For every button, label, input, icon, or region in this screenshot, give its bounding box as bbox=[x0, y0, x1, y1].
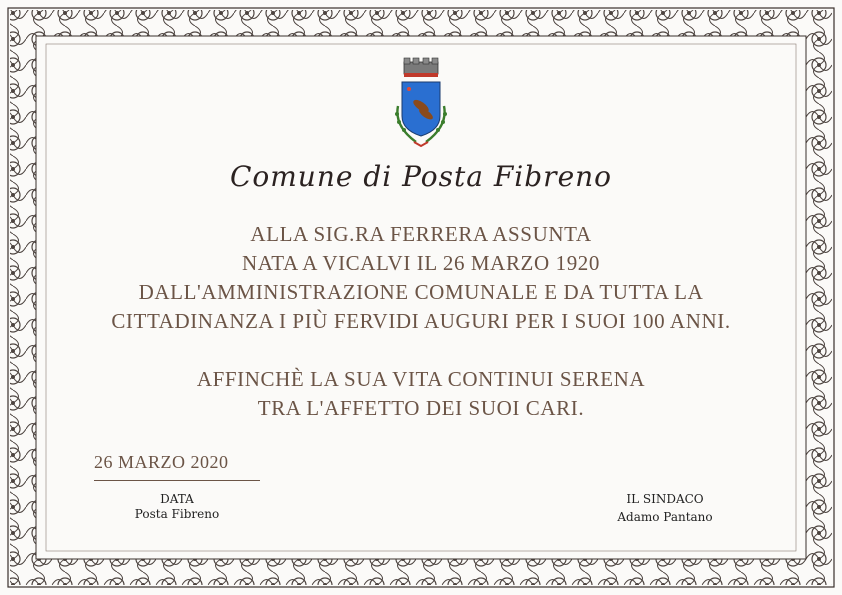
dedication-line-1: ALLA SIG.RA FERRERA ASSUNTA bbox=[250, 222, 592, 246]
municipality-title: Comune di Posta Fibreno bbox=[229, 160, 613, 193]
mayor-name: Adamo Pantano bbox=[617, 510, 713, 524]
date-value: 26 MARZO 2020 bbox=[94, 452, 229, 472]
mayor-label: IL SINDACO bbox=[626, 492, 704, 506]
date-underline bbox=[94, 480, 260, 481]
wish-line-2: TRA L'AFFETTO DEI SUOI CARI. bbox=[257, 396, 585, 420]
date-label: DATA bbox=[160, 492, 194, 506]
municipal-coat-of-arms-icon bbox=[384, 56, 458, 152]
dedication-line-2: NATA A VICALVI IL 26 MARZO 1920 bbox=[242, 251, 600, 275]
dedication-line-4: CITTADINANZA I PIÙ FERVIDI AUGURI PER I SUOI 100 ANNI. bbox=[111, 309, 731, 333]
date-place: Posta Fibreno bbox=[134, 507, 220, 521]
dedication-line-3: DALL'AMMINISTRAZIONE COMUNALE E DA TUTTA LA bbox=[138, 280, 704, 304]
wish-line-1: AFFINCHÈ LA SUA VITA CONTINUI SERENA bbox=[196, 367, 646, 391]
